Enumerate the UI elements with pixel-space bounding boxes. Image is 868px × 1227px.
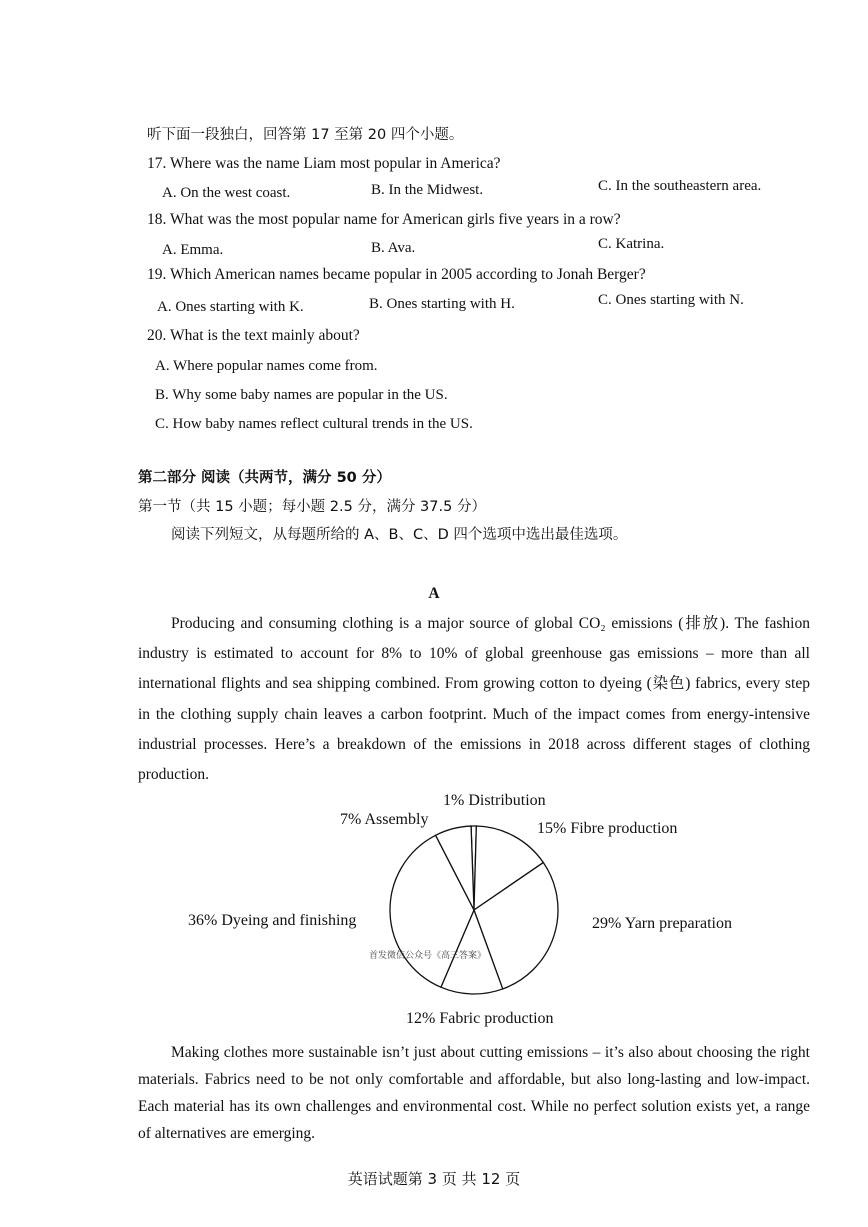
- pie-label-distribution: 1% Distribution: [443, 792, 546, 809]
- passage-paragraph-2: Making clothes more sustainable isn’t just about cutting emissions – it’s also about choosing the right materials. Fabrics need to be not only comfortable and affordable, but also long-lasting and low-impact. Each material has its own challenges and environmental cost. While no perfect solution exists yet, a range of alternatives are emerging.: [138, 1044, 810, 1142]
- q19-option-c: C. Ones starting with N.: [598, 292, 744, 308]
- q20-option-a: A. Where popular names come from.: [155, 358, 378, 374]
- listening-intro: 听下面一段独白，回答第 17 至第 20 四个小题。: [147, 127, 464, 143]
- q18-option-b: B. Ava.: [371, 240, 416, 256]
- question-17: 17. Where was the name Liam most popular in America?: [147, 155, 501, 172]
- part-two-title: 第二部分 阅读（共两节，满分 50 分）: [138, 470, 391, 486]
- section-one-title: 第一节（共 15 小题；每小题 2.5 分，满分 37.5 分）: [138, 499, 486, 515]
- q20-option-b: B. Why some baby names are popular in the US.: [155, 387, 448, 403]
- q17-option-c: C. In the southeastern area.: [598, 178, 762, 194]
- pie-label-yarn: 29% Yarn preparation: [592, 915, 732, 932]
- passage-paragraph-1: Producing and consuming clothing is a major source of global CO₂ emissions (排放). The fashion industry is estimated to account for 8% to 10% of global greenhouse gas emissions – more than all international flights and sea shipping combined. From growing cotton to dyeing (染色) fabrics, every step in the clothing supply chain leaves a carbon footprint. Much of the impact comes from energy-intensive industrial processes. Here’s a breakdown of the emissions in 2018 across different stages of clothing production.: [138, 615, 810, 784]
- reading-instruction: 阅读下列短文，从每题所给的 A、B、C、D 四个选项中选出最佳选项。: [171, 527, 628, 543]
- pie-label-fabric: 12% Fabric production: [406, 1010, 554, 1027]
- q19-option-a: A. Ones starting with K.: [157, 299, 304, 315]
- q18-option-a: A. Emma.: [162, 242, 224, 258]
- q17-option-b: B. In the Midwest.: [371, 182, 484, 198]
- question-18: 18. What was the most popular name for American girls five years in a row?: [147, 211, 621, 228]
- passage-letter: A: [428, 585, 440, 602]
- pie-label-assembly: 7% Assembly: [340, 811, 429, 828]
- q17-option-a: A. On the west coast.: [162, 185, 291, 201]
- q18-option-c: C. Katrina.: [598, 236, 665, 252]
- pie-label-fibre: 15% Fibre production: [537, 820, 678, 837]
- pie-label-dyeing: 36% Dyeing and finishing: [188, 912, 357, 929]
- q20-option-c: C. How baby names reflect cultural trends in the US.: [155, 416, 473, 432]
- q19-option-b: B. Ones starting with H.: [369, 296, 515, 312]
- watermark-text: 首发微信公众号《高三答案》: [369, 951, 487, 961]
- question-19: 19. Which American names became popular in 2005 according to Jonah Berger?: [147, 266, 646, 283]
- question-20: 20. What is the text mainly about?: [147, 327, 360, 344]
- page-footer: 英语试题第 3 页 共 12 页: [347, 1170, 521, 1188]
